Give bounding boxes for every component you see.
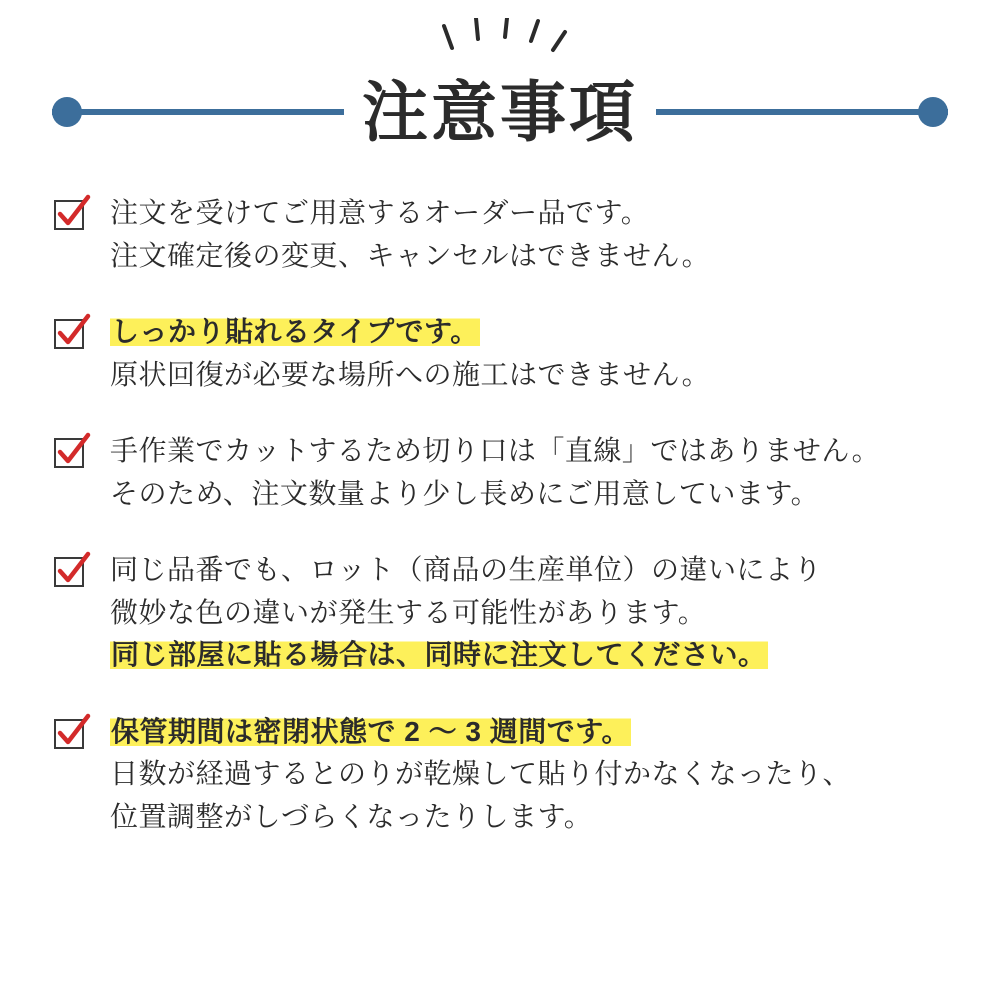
highlighted-text: 同じ部屋に貼る場合は、同時に注文してください。 xyxy=(111,639,767,671)
list-item xyxy=(52,311,948,396)
list-item-text xyxy=(110,430,948,515)
list-item-line: 微妙な色の違いが発生する可能性があります。 xyxy=(110,596,707,628)
checkbox-checked-icon xyxy=(52,313,92,353)
checkbox-checked-icon xyxy=(52,551,92,591)
list-item-line xyxy=(110,711,948,754)
list-item-text xyxy=(110,192,948,277)
list-item-line: そのため、注文数量より少し長めにご用意しています。 xyxy=(110,477,820,509)
title-dot-left xyxy=(52,97,82,127)
list-item-line xyxy=(110,311,948,354)
list-item-line: 注文を受けてご用意するオーダー品です。 xyxy=(110,197,650,228)
checkbox-checked-icon xyxy=(52,194,92,234)
title-rule-left xyxy=(52,109,344,115)
highlighted-text: 保管期間は密閉状態で 2 ～ 3 週間です。 xyxy=(111,715,631,747)
list-item-line xyxy=(110,634,948,677)
list-item-text xyxy=(110,549,948,677)
page-header xyxy=(0,0,1000,175)
list-item-text xyxy=(110,711,948,839)
notice-list xyxy=(0,192,1000,873)
list-item-line: 日数が経過するとのりが乾燥して貼り付かなくなったり、 xyxy=(110,758,852,790)
list-item xyxy=(52,430,948,515)
list-item-line: 同じ品番でも、ロット（商品の生産単位）の違いにより xyxy=(110,554,822,586)
list-item xyxy=(52,192,948,277)
title-dot-right xyxy=(918,97,948,127)
list-item-line: 原状回復が必要な場所への施工はできません。 xyxy=(110,358,711,390)
title-rule-right xyxy=(656,109,948,115)
list-item-line: 注文確定後の変更、キャンセルはできません。 xyxy=(110,239,711,271)
list-item xyxy=(52,711,948,839)
highlighted-text: しっかり貼れるタイプです。 xyxy=(111,316,479,348)
list-item-line: 位置調整がしづらくなったりします。 xyxy=(110,801,593,833)
list-item xyxy=(52,549,948,677)
checkbox-checked-icon xyxy=(52,432,92,472)
list-item-text xyxy=(110,311,948,396)
page-title: 注意事項 xyxy=(362,75,638,149)
title-row xyxy=(0,62,1000,162)
list-item-line: 手作業でカットするため切り口は「直線」ではありません。 xyxy=(110,435,881,467)
checkbox-checked-icon xyxy=(52,713,92,753)
